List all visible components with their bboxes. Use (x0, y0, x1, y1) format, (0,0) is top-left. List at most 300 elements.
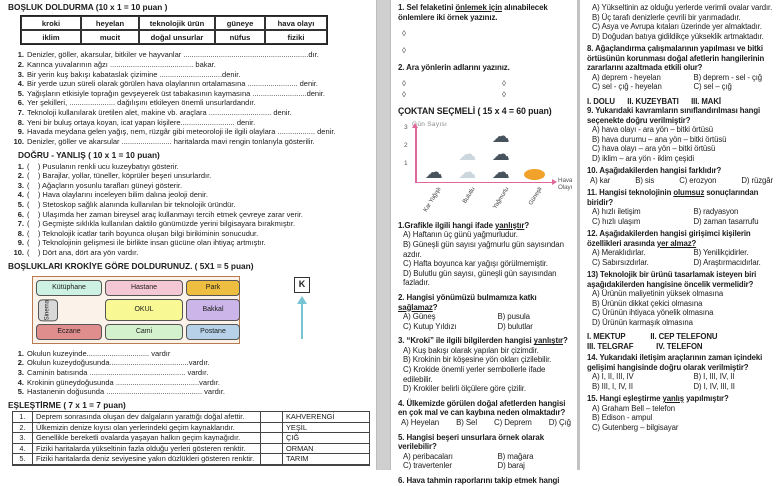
stem-text: 8. Ağaçlandırma çalışmalarının yapılması ve bitki örtüsünün korunması doğal afetlerin hangilerinin zararlarını azaltmada etkili olur? (587, 44, 765, 72)
north-arrow-line (301, 303, 303, 339)
matching-row (13, 423, 369, 434)
chart-category-label: Kar Yağışlı (423, 186, 444, 213)
cloud-icon: ☁ (491, 161, 510, 182)
diamond-bullet-icon: ◊ (502, 78, 506, 88)
options (587, 404, 775, 433)
stem-text: yapılmıştır? (684, 394, 729, 403)
mc-question (587, 166, 775, 185)
options (398, 346, 573, 394)
true-false-section (6, 151, 370, 257)
answer-option: B) III, I, IV, II (592, 381, 633, 391)
mc-question (587, 97, 775, 164)
question-stem (587, 106, 775, 125)
map-building-cell: Sinema (38, 299, 58, 321)
item-text: Yeni bir buluş ortaya koyan, icat yapan kişilere.......................... denir. (27, 117, 256, 127)
word-bank-cell: güneye (215, 16, 265, 30)
answer-option: D) Araştırmacıdırlar. (693, 257, 761, 267)
answer-option: A) Heyelan (401, 418, 440, 428)
fill-item (6, 127, 370, 136)
matching-row (13, 454, 369, 465)
answer-option: D) bulutlar (497, 321, 533, 331)
item-text: Yer şekilleri, ...................... dağılışını etkileyen önemli unsurlardandır. (27, 98, 256, 108)
chart-column (518, 128, 552, 207)
weather-chart (400, 120, 573, 219)
matching-answer-blank (261, 454, 283, 464)
matching-table (12, 411, 370, 466)
diamond-bullet-icon: ◊ (402, 45, 406, 55)
stem-text: 12. Aşağıdakilerden hangisi girişimci kişilerin özellikleri arasında (587, 229, 751, 248)
stem-text: 10. Aşağıdakilerden hangisi farklıdır? (587, 166, 722, 175)
item-number: 8. (17, 117, 24, 127)
item-number: 2. (17, 358, 24, 368)
answer-option: B) Krokinin bir köşesine yön okları çizilebilir. (403, 355, 552, 365)
question-stem (587, 188, 775, 207)
answer-option: A) Ürünün maliyetinin yüksek olmasına (592, 289, 724, 298)
answer-option: C) travertenler (403, 461, 452, 471)
answer-option: B) Yenilikçidirler. (693, 248, 749, 257)
item-text: Karınca yuvalarının ağzı ........................................ bakar. (27, 60, 216, 69)
stem-underlined: yanlıştır (494, 220, 525, 230)
item-text: ( ) Geçmişte sıklıkla kullanılan daktilo günümüzde yerini bilgisayara bırakmıştır. (27, 219, 296, 229)
concept-list-line: III. TELGRAF IV. TELEFON (587, 341, 703, 351)
stem-text: sonuçlarından biridir? (587, 188, 759, 207)
map-building-cell: Postane (186, 324, 240, 340)
chart-category-label: Bulutlu (462, 186, 477, 205)
item-text: ( ) Teknolojik icatlar tarih boyunca oluşan bilgi birikiminin sonucudur. (27, 228, 259, 238)
answer-option: C) Kutup Yıldızı (403, 321, 457, 331)
concept-list-line: I. MEKTUP II. CEP TELEFONU (587, 332, 718, 341)
answer-option: A) hızlı iletişim (592, 207, 641, 216)
true-false-item (6, 248, 370, 257)
item-number: 4. (17, 79, 24, 89)
item-text: Yağışların etkisiyle toprağın gevşeyerek üst tabakasının kaymasına ..........................denir. (27, 88, 325, 98)
answer-option: B) sis (635, 175, 655, 185)
chart-x-axis-label: Hava Olayı (558, 176, 573, 191)
mc-question (587, 229, 775, 267)
answer-option: B) hava durumu – ana yön – bitki örtüsü (592, 134, 727, 144)
question-stem (587, 44, 775, 73)
map-question-item (6, 387, 370, 396)
stem-text: 5. Hangisi beşeri unsurlara örnek olarak verilebilir? (398, 432, 544, 452)
answer-option: B) mağara (497, 451, 534, 461)
matching-description: Ülkemizin denize kıyısı olan yerlerindeki geçim kaynaklarıdır. (33, 423, 261, 433)
item-number: 5. (17, 387, 24, 397)
stem-underlined: yer almaz? (656, 238, 697, 248)
mc-question (587, 270, 775, 327)
answer-option: C) Krokide önemli yerler sembollerle ifade edilebilir. (403, 365, 546, 384)
answer-option: C) sel - çığ - heyelan (592, 82, 662, 91)
question-stem (587, 270, 775, 289)
true-false-item (6, 238, 370, 247)
question-stem (587, 394, 775, 404)
options (398, 312, 573, 331)
word-bank-cell: fiziki (265, 30, 327, 44)
matching-description: Genellikle bereketli ovalarda yaşayan halkın geçim kaynağıdır. (33, 433, 261, 443)
mc-question (587, 188, 775, 226)
cloud-icon: ☁ (491, 143, 510, 164)
stem-text: ? (524, 220, 530, 230)
answer-option: B) Ürünün dikkat çekici olmasına (592, 298, 703, 308)
word-bank-cell: mucit (81, 30, 139, 44)
word-bank-cell: doğal unsurlar (139, 30, 215, 44)
answer-option: B) I, III, IV, II (693, 372, 735, 381)
question-stem (587, 353, 775, 372)
x-axis-arrow-icon (552, 179, 557, 185)
item-text: Krokinin güneydoğusunda ........................................vardır. (27, 377, 221, 387)
stem-text: 1. Sel felaketini (398, 3, 456, 12)
answer-option: D) Ürünün karmaşık olmasına (592, 317, 693, 327)
answer-option: D) Bulutlu gün sayısı, güneşli gün sayısından fazladır. (403, 268, 557, 288)
fill-item (6, 108, 370, 117)
answer-option: B) deprem - sel - çığ (693, 72, 763, 82)
fill-item (6, 118, 370, 127)
map-building-cell: Hastane (105, 280, 183, 296)
true-false-item (6, 200, 370, 209)
item-text: ( ) Ulaşımda her zaman bireysel araç kullanmayı tercih etmek çevreye zarar verir. (27, 209, 303, 219)
question-stem (587, 229, 775, 248)
section-title: BOŞLUKLARI KROKİYE GÖRE DOLDURUNUZ. ( 5X1 = 5 puan) (8, 261, 254, 272)
question-stem (398, 476, 573, 486)
stem-text: 1.Grafikle ilgili hangi ifade (398, 220, 495, 230)
chart-column (451, 128, 485, 205)
map-question-item (6, 349, 370, 358)
answer-option: A) hava olayı - ara yön – bitki örtüsü (592, 125, 714, 134)
item-number: 1. (17, 348, 24, 358)
diamond-bullet-icon: ◊ (402, 89, 406, 99)
options (587, 73, 775, 92)
item-number: 7. (17, 107, 24, 117)
matching-description: Fiziki haritalarda deniz seviyesine yakın düzlükleri gösteren renktir. (33, 454, 261, 464)
options (587, 372, 775, 391)
item-text: Caminin batısında .............................................. vardır. (27, 367, 209, 377)
item-text: Bir yerde uzun süreli olarak görülen hava olaylarının ortalamasına ........................ denir. (27, 79, 318, 89)
matching-answer-blank (261, 444, 283, 454)
item-number: 5. (17, 199, 24, 209)
answer-option: A) Graham Bell – telefon (592, 403, 675, 413)
item-text: Okulun kuzeydoğusunda......................................vardır. (27, 358, 210, 368)
item-text: Denizler, göller, akarsular, bitkiler ve hayvanlar ............................................................dır. (27, 50, 319, 60)
item-text: Hastanenin doğusunda .............................................. vardır. (27, 387, 226, 397)
word-bank-cell: heyelan (81, 16, 139, 30)
true-false-item (6, 210, 370, 219)
item-number: 2. (17, 60, 24, 69)
section-title: BOŞLUK DOLDURMA (10 x 1 = 10 puan ) (8, 2, 168, 12)
matching-section (6, 401, 370, 466)
item-number: 6. (17, 209, 24, 219)
chart-category-label: Güneşli (528, 186, 544, 207)
options (587, 176, 775, 186)
section-title: DOĞRU - YANLIŞ ( 10 x 1 = 10 puan) (18, 150, 160, 161)
item-text: ( ) Stetoskop sağlık alanında kullanılan bir teknolojik üründür. (27, 199, 236, 209)
stem-underlined: yanlıştır (533, 336, 564, 346)
middle-column (391, 0, 577, 485)
item-text: ( ) Barajlar, yollar, tüneller, köprüler beşeri unsurlardır. (27, 171, 212, 181)
answer-option: D) rüzgâr (741, 175, 773, 185)
answer-option: C) hızlı ulaşım (592, 216, 641, 226)
sketch-map-section (6, 262, 370, 396)
true-false-item (6, 229, 370, 238)
word-bank-table (20, 15, 328, 45)
item-number: 5. (17, 88, 24, 98)
matching-number: 5. (13, 454, 33, 464)
map-building-cell: Cami (105, 324, 183, 340)
answer-option: A) I, II, III, IV (592, 372, 634, 381)
mc-question (587, 394, 775, 432)
map-question-item (6, 378, 370, 387)
item-number: 1. (17, 161, 24, 171)
item-text: ( ) Hava olaylarını inceleyen bilim dalına jeoloji denir. (27, 190, 208, 200)
answer-option: A) Kuş bakışı olarak yapılan bir çizimdir. (403, 345, 539, 355)
question-stem (398, 221, 573, 231)
diamond-bullet-icon: ◊ (402, 29, 406, 39)
item-text: ( ) Teknolojinin gelişmesi ile birlikte insan gücüne olan ihtiyaç artmıştır. (27, 238, 266, 248)
item-number: 3. (17, 367, 24, 377)
answer-option: D) zaman tasarrufu (693, 216, 759, 226)
multiple-choice-title: ÇOKTAN SEÇMELİ ( 15 x 4 = 60 puan) (398, 106, 552, 117)
answer-option: C) Gutenberg – bilgisayar (592, 422, 679, 432)
map-building-cell: OKUL (105, 299, 183, 321)
open-ended-question-2 (398, 63, 573, 99)
cloud-icon: ☁ (458, 143, 477, 164)
chart-column (484, 125, 518, 211)
question-stem (398, 3, 573, 22)
item-text: ( ) Dört ana, dört ara yön vardır. (27, 247, 139, 257)
question-stem: 2. Ara yönlerin adlarını yazınız. (398, 63, 510, 73)
answer-option: C) sel – çığ (693, 82, 732, 91)
matching-row (13, 412, 369, 423)
fill-item (6, 137, 370, 146)
fill-item (6, 98, 370, 107)
matching-description: Deprem sonrasında oluşan dev dalgaların yarattığı doğal afettir. (33, 412, 261, 422)
fill-item (6, 50, 370, 59)
item-text: Bir yerin kuş bakışı kabataslak çizimine ..............................denir. (27, 69, 241, 79)
true-false-item (6, 171, 370, 180)
map-building-cell: Eczane (36, 324, 102, 340)
stem-underlined: sağlamaz (398, 302, 433, 312)
cloud-icon: ☁ (424, 161, 443, 182)
true-false-item (6, 190, 370, 199)
answer-option: B) pusula (497, 312, 530, 322)
options (587, 248, 775, 267)
map-question-item (6, 368, 370, 377)
item-text: ( ) Ağaçların yosunlu tarafları güneyi gösterir. (27, 180, 183, 190)
stem-underlined: olumsuz (673, 188, 705, 197)
answer-option: A) Haftanın üç günü yağmurludur. (403, 230, 518, 240)
item-text: ( ) Pusulanın renkli ucu kuzeybatıyı gösterir. (27, 161, 179, 171)
chart-column (417, 128, 451, 213)
question-stem (398, 433, 573, 452)
item-text: Okulun kuzeyinde.............................. vardır (27, 348, 171, 358)
matching-number: 4. (13, 444, 33, 454)
stem-text: 13) Teknolojik bir ürünü tasarlamak isteyen biri aşağıdakilerden hangisine öncelik vermelidir? (587, 270, 757, 289)
item-number: 2. (17, 171, 24, 181)
column-divider (376, 0, 391, 470)
matching-answer: KAHVERENGİ (286, 411, 335, 421)
chart-ytick-label: 3 (404, 123, 408, 131)
options (398, 452, 573, 471)
concept-list-line: I. DOLU II. KUZEYBATI III. MAKİ (587, 96, 721, 106)
options (587, 289, 775, 327)
mc-question (587, 332, 775, 391)
map-building-cell: Bakkal (186, 299, 240, 321)
matching-row (13, 444, 369, 455)
cloud-icon: ☁ (458, 161, 477, 182)
cloud-icon: ☁ (491, 125, 510, 146)
word-bank-cell: hava olayı (265, 16, 327, 30)
word-bank-cell: nüfus (215, 30, 265, 44)
stem-underlined: önlemek için (455, 3, 503, 12)
answer-option: A) deprem - heyelan (592, 72, 661, 82)
item-number: 9. (17, 238, 24, 248)
item-text: Denizler, göller ve akarsular ........................ haritalarda mavi rengin tonlarıyla gösterilir. (27, 136, 315, 146)
mc-question (398, 221, 573, 288)
item-number: 6. (17, 98, 24, 108)
matching-answer-blank (261, 412, 283, 422)
stem-text: 9. Yukarıdaki kavramların sınıflandırılması hangi seçenekte doğru verilmiştir? (587, 106, 761, 125)
item-number: 1. (17, 50, 24, 60)
mc-question (587, 3, 775, 41)
stem-text: alınabilecek önlemlere iki örnek yazınız. (398, 3, 548, 22)
options (587, 125, 775, 163)
answer-option: D) baraj (497, 461, 525, 471)
stem-text: 6. Hava tahmin raporlarını takip etmek hangi (398, 476, 560, 485)
answer-option: A) Meraklıdırlar. (592, 248, 646, 257)
item-number: 8. (17, 228, 24, 238)
map-question-item (6, 358, 370, 367)
answer-option: C) Ürünün ihtiyaca yönelik olmasına (592, 308, 714, 317)
item-number: 9. (17, 127, 24, 137)
matching-row (13, 433, 369, 444)
true-false-item (6, 181, 370, 190)
stem-text: ? (432, 302, 438, 312)
word-bank-cell: iklim (21, 30, 81, 44)
chart-yticks (404, 124, 408, 167)
stem-text: 15. Hangi eşleştirme (587, 394, 663, 403)
item-number: 7. (17, 219, 24, 229)
answer-option: D) Çığ (548, 418, 571, 428)
chart-ytick-label: 2 (404, 141, 408, 149)
options (587, 3, 775, 41)
answer-option: D) Krokiler belirli ölçülere göre çizilir. (403, 384, 526, 394)
matching-number: 3. (13, 433, 33, 443)
item-number: 3. (17, 69, 24, 79)
word-bank-cell: kroki (21, 16, 81, 30)
answer-option: D) Doğudan batıya gidildikçe yükseklik artmaktadır. (592, 31, 764, 41)
mc-question (587, 44, 775, 92)
answer-option: C) Sabırsızdırlar. (592, 257, 649, 267)
options (587, 207, 775, 226)
diamond-bullet-grid (402, 79, 573, 99)
fill-in-the-blank-section (6, 3, 370, 146)
mc-question (398, 293, 573, 331)
section-title: EŞLEŞTİRME ( 7 x 1 = 7 puan) (8, 399, 126, 410)
answer-option: A) peribacaları (403, 451, 453, 461)
sketch-map-grid (32, 276, 240, 344)
word-bank-cell: teknolojik ürün (139, 16, 215, 30)
answer-option: C) hava olayı – ara yön – bitki örtüsü (592, 144, 716, 153)
answer-option: B) Edison - ampul (592, 413, 653, 422)
answer-option: D) I, IV, III, II (693, 381, 735, 391)
question-stem (398, 293, 573, 312)
mc-question (398, 399, 573, 428)
map-building-cell: Kütüphane (36, 280, 102, 296)
matching-number: 1. (13, 412, 33, 422)
chart-category-label: Yağmurlu (492, 186, 511, 211)
stem-underlined: yanlış (662, 394, 684, 403)
true-false-item (6, 162, 370, 171)
answer-option: C) Hafta boyunca kar yağışı görülmemiştir. (403, 259, 548, 269)
fill-item (6, 79, 370, 88)
item-number: 4. (17, 377, 24, 387)
question-stem (398, 336, 573, 346)
true-false-item (6, 219, 370, 228)
item-text: Teknoloji kullanılarak üretilen alet, makine vb. araçlara .............................. denir. (27, 107, 292, 117)
question-stem (587, 166, 775, 176)
matching-answer: TARIM (286, 454, 309, 464)
answer-option: B) Güneşli gün sayısı yağmurlu gün sayısından azdır. (403, 239, 564, 259)
answer-option: B) Üç tarafı denizlerle çevrili bir yarımadadır. (592, 12, 741, 22)
answer-option: B) radyasyon (693, 207, 739, 216)
right-column (580, 0, 780, 470)
answer-option: A) Güneş (403, 312, 436, 322)
diamond-bullet-icon: ◊ (502, 89, 506, 99)
map-building-cell: Park (186, 280, 240, 296)
stem-text: 14. Yukarıdaki iletişim araçlarının zaman içindeki gelişimi hangisinde doğru olarak verilmiştir? (587, 353, 763, 372)
mc-question (398, 336, 573, 394)
open-ended-question-1 (398, 3, 573, 55)
answer-option: C) erozyon (679, 175, 717, 185)
chart-plot (417, 125, 551, 213)
answer-option: A) kar (590, 175, 611, 185)
matching-answer: ÇIĞ (286, 433, 300, 443)
answer-option: C) Deprem (494, 418, 532, 428)
matching-answer: YEŞİL (286, 422, 307, 432)
answer-option: C) Asya ve Avrupa kıtaları üzerinde yer almaktadır. (592, 22, 762, 31)
chart-y-axis-label: Gün Sayısı (412, 120, 448, 128)
stem-text: 11. Hangisi teknolojinin (587, 188, 674, 197)
item-text: Havada meydana gelen yağış, nem, rüzgâr gibi meteoroloji ile ilgili olaylara .................. denir. (27, 127, 336, 137)
x-axis-line (415, 182, 554, 184)
fill-item (6, 89, 370, 98)
options (398, 418, 573, 428)
matching-description: Fiziki haritalarda yükseltinin fazla olduğu yerleri gösteren renktir. (33, 444, 261, 454)
north-indicator: K (294, 277, 310, 293)
item-number: 10. (13, 136, 24, 146)
matching-answer-blank (261, 423, 283, 433)
stem-text: 3. “Kroki” ile ilgili bilgilerden hangisi (398, 336, 534, 346)
matching-answer-blank (261, 433, 283, 443)
answer-option: B) Sel (456, 418, 477, 428)
question-stem (398, 399, 573, 418)
fill-item (6, 60, 370, 69)
mc-question (398, 476, 573, 486)
mc-question (398, 433, 573, 471)
matching-number: 2. (13, 423, 33, 433)
stem-text: 4. Ülkemizde görülen doğal afetlerden hangisi en çok mal ve can kaybına neden olmaktadır? (398, 398, 566, 418)
sketch-map (6, 275, 370, 346)
chart-ytick-label: 1 (404, 159, 408, 167)
answer-option: A) Yükseltinin az olduğu yerlerde verimli ovalar vardır. (592, 3, 773, 12)
sun-icon (524, 169, 545, 180)
stem-text: 2. Hangisi yönümüzü bulmamıza katkı (398, 292, 537, 302)
item-number: 4. (17, 190, 24, 200)
diamond-bullet-icon: ◊ (402, 78, 406, 88)
left-column (0, 0, 376, 470)
answer-option: D) iklim – ara yön - iklim çeşidi (592, 153, 694, 163)
item-number: 10. (13, 247, 24, 257)
item-number: 3. (17, 180, 24, 190)
matching-answer: ORMAN (286, 443, 314, 453)
